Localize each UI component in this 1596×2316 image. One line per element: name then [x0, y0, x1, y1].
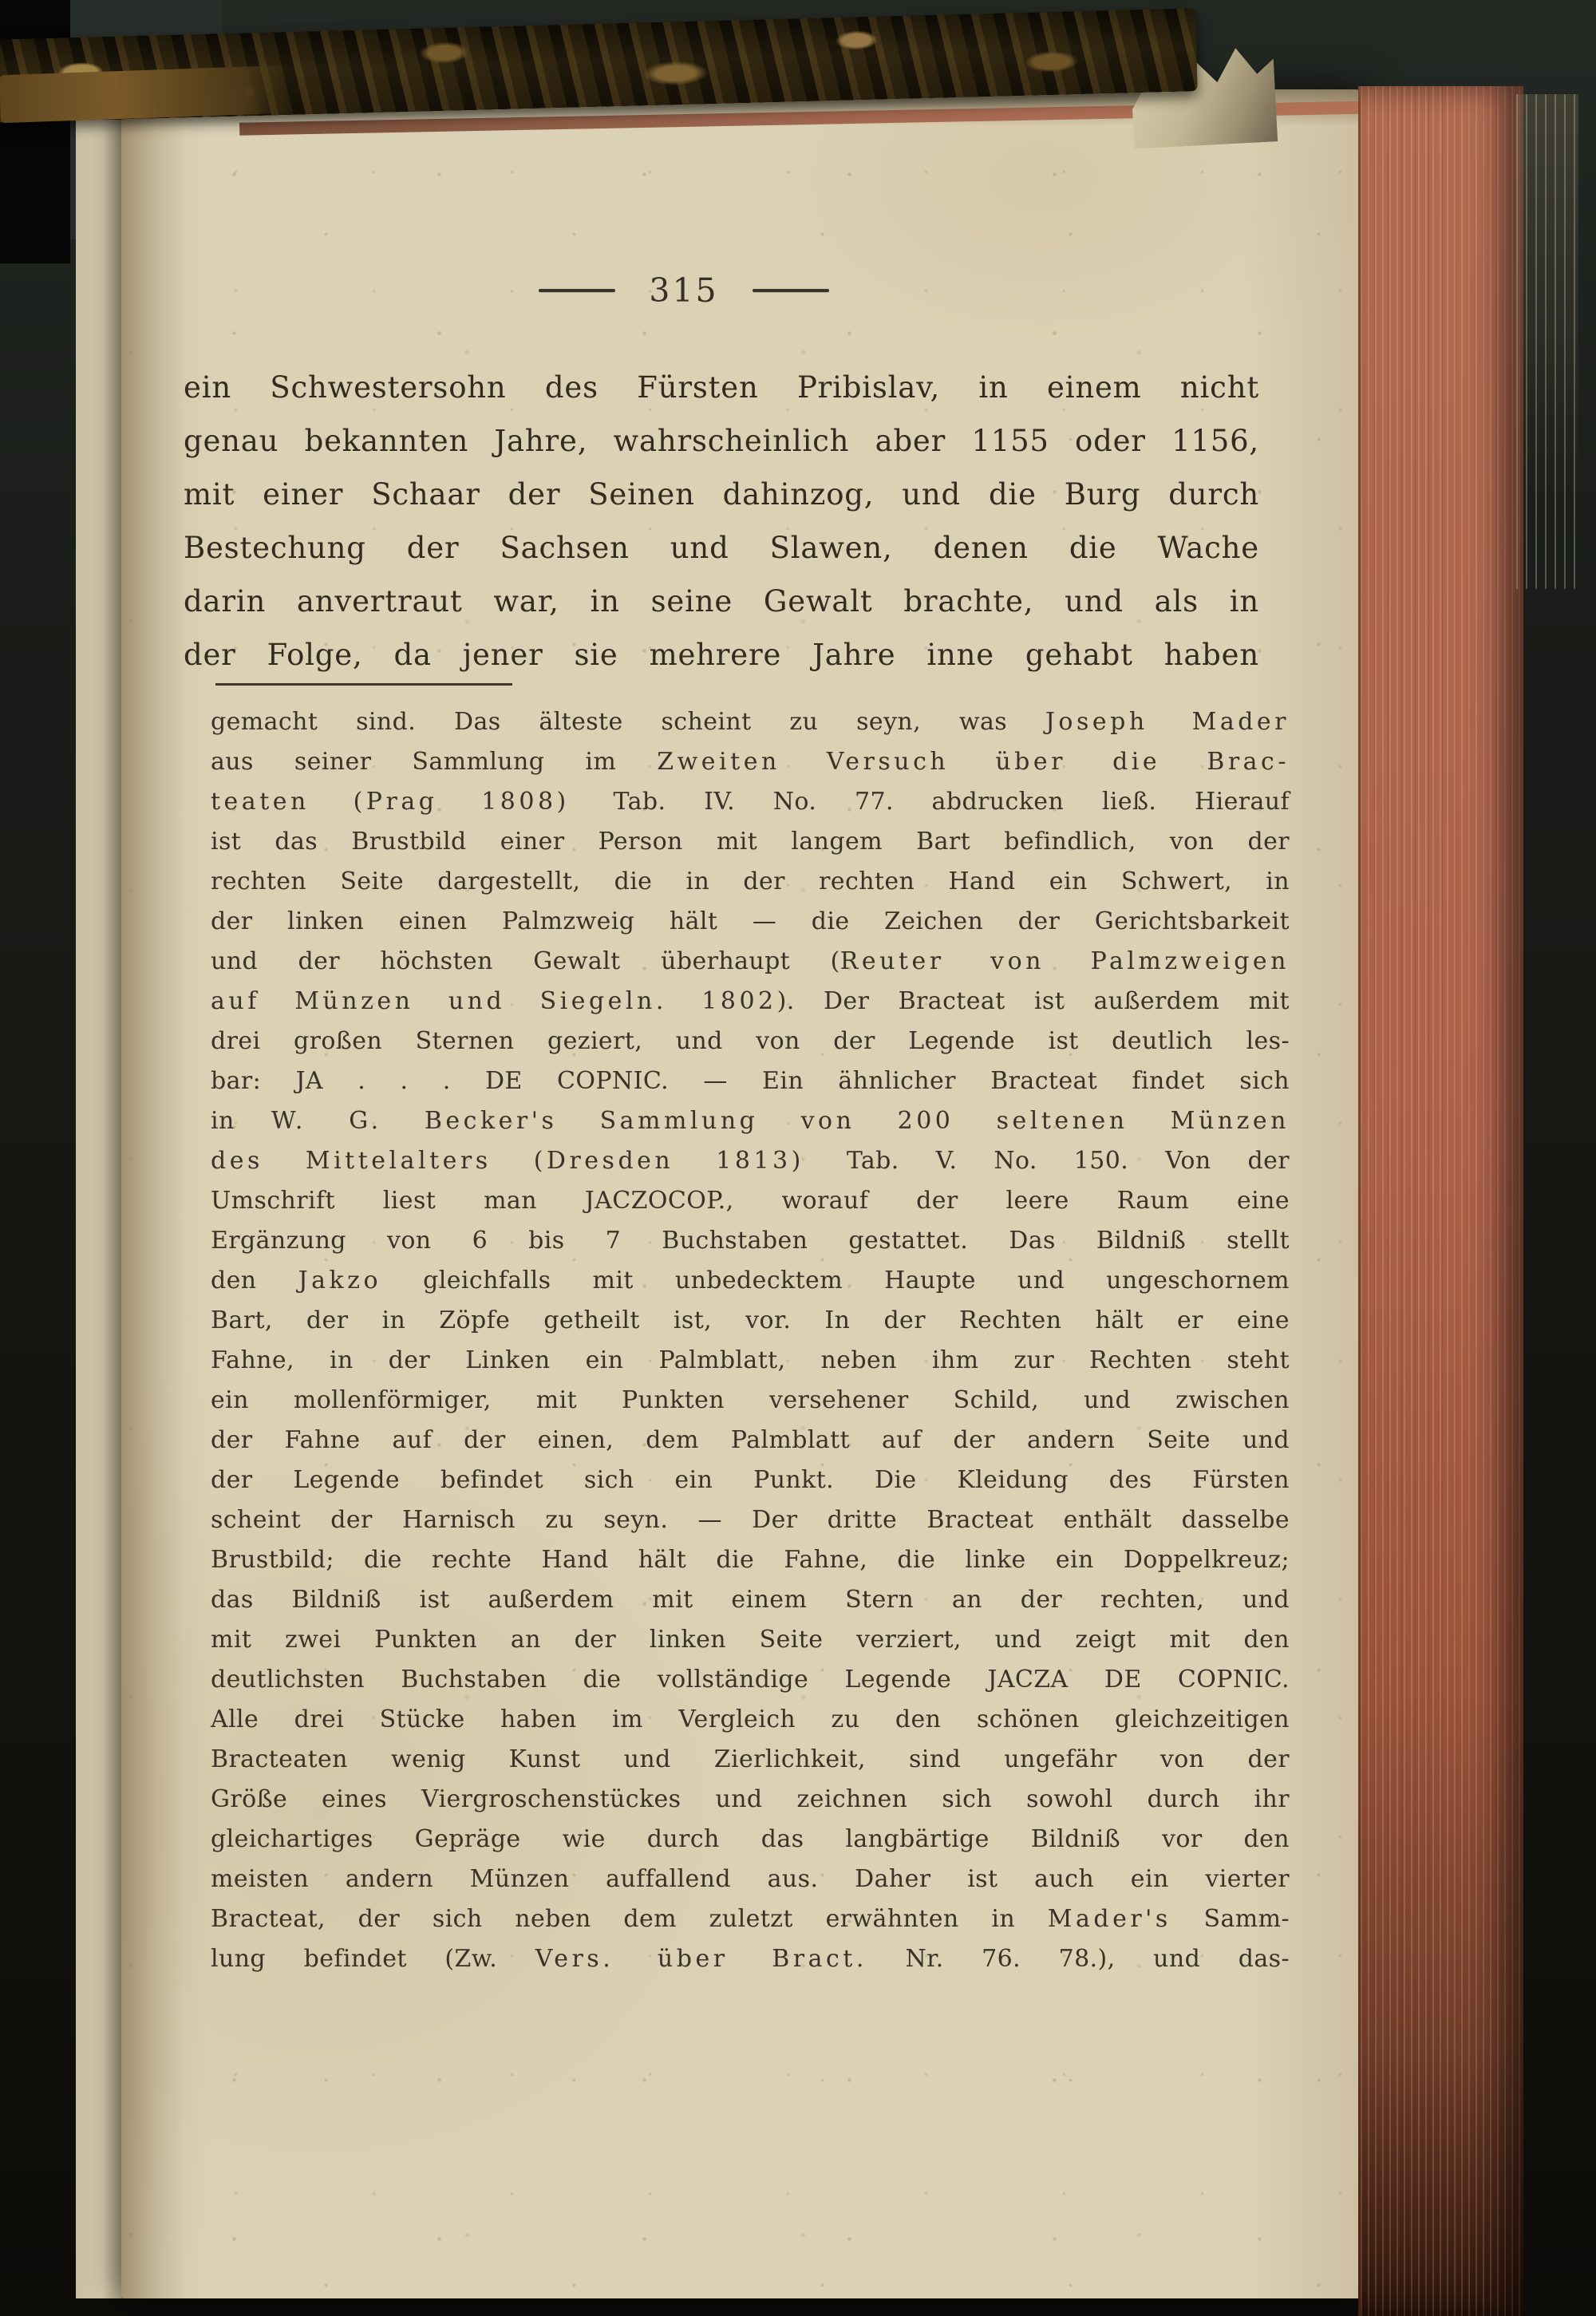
text-line — [211, 1580, 1290, 1620]
text-segment: der linken einen Palmzweig hält — die Zeichen der Gerichtsbarkeit — [211, 907, 1290, 935]
text-segment: mit einer Schaar der Seinen dahinzog, und die Burg durch — [184, 477, 1259, 512]
text-line — [211, 1141, 1290, 1181]
text-segment: Tab. V. No. 150. Von der — [846, 1147, 1290, 1175]
text-line — [211, 942, 1290, 982]
text-segment: aus seiner Sammlung im — [211, 748, 658, 776]
text-segment: ist das Brustbild einer Person mit langem Bart befindlich, von der — [211, 828, 1290, 856]
letterspaced-text: Vers. über Bract. — [535, 1945, 867, 1973]
text-line — [211, 1341, 1290, 1381]
text-line — [184, 361, 1259, 414]
text-line — [211, 1460, 1290, 1500]
text-line — [211, 1421, 1290, 1460]
text-segment: ). Der Bracteat ist außerdem mit — [776, 987, 1290, 1015]
letterspaced-text: teaten (Prag 1808) — [211, 788, 614, 816]
text-segment: Brustbild; die rechte Hand hält die Fahne, die linke ein Doppelkreuz; — [211, 1546, 1290, 1574]
text-line — [211, 1301, 1290, 1341]
text-segment: gleichartiges Gepräge wie durch das langbärtige Bildniß vor den — [211, 1825, 1290, 1853]
text-segment: ein Schwestersohn des Fürsten Pribislav, in einem nicht — [184, 370, 1259, 405]
text-line — [184, 575, 1259, 628]
text-segment: rechten Seite dargestellt, die in der rechten Hand ein Schwert, in — [211, 868, 1290, 895]
text-line — [211, 902, 1290, 942]
letterspaced-text: W. G. Becker's Sammlung von 200 seltenen Münzen — [271, 1107, 1290, 1135]
text-segment: in — [211, 1107, 271, 1135]
text-segment: Größe eines Viergroschenstückes und zeichnen sich sowohl durch ihr — [211, 1785, 1290, 1813]
header-dash-right — [753, 289, 829, 292]
text-segment: Bart, der in Zöpfe getheilt ist, vor. In der Rechten hält er eine — [211, 1306, 1290, 1334]
text-line — [211, 862, 1290, 902]
text-segment: Samm- — [1171, 1905, 1290, 1933]
text-line — [184, 628, 1259, 682]
text-segment: mit zwei Punkten an der linken Seite verziert, und zeigt mit den — [211, 1626, 1290, 1654]
letterspaced-text: Zweiten Versuch über die Brac- — [657, 748, 1290, 776]
text-line — [211, 1540, 1290, 1580]
text-segment: der Legende befindet sich ein Punkt. Die Kleidung des Fürsten — [211, 1466, 1290, 1494]
text-segment: Bracteat, der sich neben dem zuletzt erwähnten in — [211, 1905, 1048, 1933]
letterspaced-text: auf Münzen und Siegeln. 1802 — [211, 987, 777, 1015]
text-segment: gemacht sind. Das älteste scheint zu seyn, was — [211, 708, 1045, 736]
main-text-block — [184, 361, 1259, 682]
text-segment: Tab. IV. No. 77. abdrucken ließ. Hierauf — [613, 788, 1290, 816]
letterspaced-text: des Mittelalters (Dresden 1813) — [211, 1147, 847, 1175]
text-line — [211, 1620, 1290, 1660]
text-segment: den — [211, 1267, 298, 1294]
page-number: 315 — [649, 271, 719, 310]
book-fore-edge — [1358, 86, 1523, 2316]
text-segment: deutlichsten Buchstaben die vollständige Legende JACZA DE COPNIC. — [211, 1666, 1290, 1694]
fore-edge-page-stack — [1516, 94, 1578, 589]
text-segment: meisten andern Münzen auffallend aus. Daher ist auch ein vierter — [211, 1865, 1290, 1893]
text-line — [211, 1660, 1290, 1700]
letterspaced-text: Reuter von Palmzweigen — [839, 947, 1290, 975]
text-line — [211, 1261, 1290, 1301]
text-segment: bar: JA . . . DE COPNIC. — Ein ähnlicher Bracteat findet sich — [211, 1067, 1290, 1095]
text-line — [211, 1899, 1290, 1939]
text-line — [211, 822, 1290, 862]
text-segment: Ergänzung von 6 bis 7 Buchstaben gestattet. Das Bildniß stellt — [211, 1227, 1290, 1255]
header-dash-left — [539, 289, 615, 292]
text-line — [211, 1500, 1290, 1540]
text-segment: Alle drei Stücke haben im Vergleich zu den schönen gleichzeitigen — [211, 1705, 1290, 1733]
text-line — [211, 1740, 1290, 1780]
text-segment: drei großen Sternen geziert, und von der Legende ist deutlich les- — [211, 1027, 1290, 1055]
footnote-block — [211, 702, 1290, 1979]
text-segment: Fahne, in der Linken ein Palmblatt, neben ihm zur Rechten steht — [211, 1346, 1290, 1374]
text-line — [211, 1022, 1290, 1061]
text-line — [211, 1939, 1290, 1979]
text-segment: und der höchsten Gewalt überhaupt ( — [211, 947, 840, 975]
text-line — [211, 702, 1290, 742]
text-segment: lung befindet (Zw. — [211, 1945, 535, 1973]
text-segment: der Fahne auf der einen, dem Palmblatt auf der andern Seite und — [211, 1426, 1290, 1454]
text-line — [211, 982, 1290, 1022]
letterspaced-text: Joseph Mader — [1045, 708, 1290, 736]
book-page — [121, 89, 1366, 2298]
text-line — [211, 1181, 1290, 1221]
text-line — [211, 1700, 1290, 1740]
text-segment: Umschrift liest man JACZOCOP., worauf der leere Raum eine — [211, 1187, 1290, 1215]
text-line — [211, 1780, 1290, 1820]
worn-leather-left — [0, 65, 288, 124]
gutter-page-edge — [76, 120, 125, 2298]
text-line — [184, 468, 1259, 521]
text-segment: gleichfalls mit unbedecktem Haupte und ungeschornem — [381, 1267, 1290, 1294]
text-segment: scheint der Harnisch zu seyn. — Der dritte Bracteat enthält dasselbe — [211, 1506, 1290, 1534]
text-line — [211, 782, 1290, 822]
page-header — [169, 271, 1199, 310]
text-line — [211, 1101, 1290, 1141]
text-segment: genau bekannten Jahre, wahrscheinlich aber 1155 oder 1156, — [184, 424, 1259, 458]
text-line — [211, 1860, 1290, 1899]
text-line — [211, 742, 1290, 782]
text-segment: der Folge, da jener sie mehrere Jahre inne gehabt haben — [184, 638, 1259, 672]
letterspaced-text: Jakzo — [298, 1267, 382, 1294]
text-line — [211, 1820, 1290, 1860]
text-segment: Bestechung der Sachsen und Slawen, denen die Wache — [184, 531, 1259, 565]
text-segment: das Bildniß ist außerdem mit einem Stern an der rechten, und — [211, 1586, 1290, 1614]
text-line — [211, 1061, 1290, 1101]
letterspaced-text: Mader's — [1047, 1905, 1171, 1933]
text-line — [184, 414, 1259, 468]
footnote-separator — [215, 683, 512, 686]
text-line — [184, 521, 1259, 575]
text-segment: ein mollenförmiger, mit Punkten versehener Schild, und zwischen — [211, 1386, 1290, 1414]
text-line — [211, 1381, 1290, 1421]
text-segment: Nr. 76. 78.), und das- — [867, 1945, 1290, 1973]
text-line — [211, 1221, 1290, 1261]
text-segment: Bracteaten wenig Kunst und Zierlichkeit, sind ungefähr von der — [211, 1745, 1290, 1773]
text-segment: darin anvertraut war, in seine Gewalt brachte, und als in — [184, 584, 1259, 619]
